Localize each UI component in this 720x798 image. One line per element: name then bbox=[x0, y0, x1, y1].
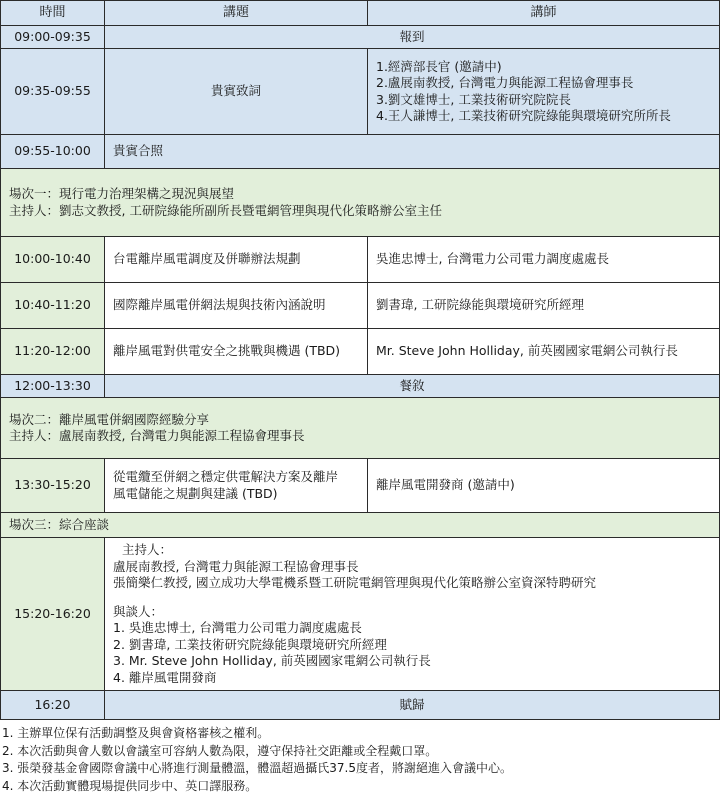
opening-speaker: 1.經濟部長官 (邀請中) bbox=[376, 58, 502, 74]
talk-time: 11:20-12:00 bbox=[1, 329, 105, 375]
session2-header-row bbox=[1, 398, 720, 459]
panelist: 3. Mr. Steve John Holliday, 前英國國家電網公司執行長 bbox=[113, 653, 431, 668]
talk-row bbox=[1, 283, 720, 329]
opening-row bbox=[1, 49, 720, 135]
note-item: 3. 張榮發基金會國際會議中心將進行測量體溫，體溫超過攝氏37.5度者，將謝絕進入會議中心。 bbox=[2, 761, 512, 775]
panel-time: 15:20-16:20 bbox=[1, 538, 105, 691]
photo-label: 貴賓合照 bbox=[105, 135, 720, 169]
session1-title: 場次一：現行電力治理架構之現況與展望 bbox=[9, 186, 235, 201]
note-item: 4. 本次活動實體現場提供同步中、英口譯服務。 bbox=[2, 778, 258, 793]
session2-header bbox=[1, 398, 720, 459]
lunch-time: 12:00-13:30 bbox=[1, 375, 105, 398]
panel-host-label: 主持人： bbox=[122, 542, 173, 557]
header-row bbox=[1, 1, 720, 26]
session1-header-row bbox=[1, 169, 720, 237]
session3-title: 場次三：綜合座談 bbox=[1, 513, 720, 538]
header-time: 時間 bbox=[1, 1, 105, 26]
opening-topic: 貴賓致詞 bbox=[105, 49, 368, 135]
lunch-row bbox=[1, 375, 720, 398]
header-speaker: 講師 bbox=[368, 1, 720, 26]
talk-row bbox=[1, 329, 720, 375]
photo-time: 09:55-10:00 bbox=[1, 135, 105, 169]
talk-row bbox=[1, 237, 720, 283]
opening-speaker: 2.盧展南教授, 台灣電力與能源工程協會理事長 bbox=[376, 75, 634, 90]
session1-header bbox=[1, 169, 720, 237]
panelist: 1. 吳進忠博士, 台灣電力公司電力調度處處長 bbox=[113, 620, 362, 635]
session1-host: 主持人：劉志文教授, 工研院綠能所副所長暨電網管理與現代化策略辦公室主任 bbox=[9, 202, 442, 218]
opening-speakers bbox=[368, 49, 720, 135]
session2-title: 場次二：離岸風電併網國際經驗分享 bbox=[9, 411, 210, 427]
panel-host: 盧展南教授, 台灣電力與能源工程協會理事長 bbox=[113, 558, 359, 574]
talk-speaker: 吳進忠博士, 台灣電力公司電力調度處處長 bbox=[368, 237, 720, 283]
talk-topic-line: 風電儲能之規劃與建議 (TBD) bbox=[113, 485, 278, 501]
photo-row bbox=[1, 135, 720, 169]
panelist: 4. 離岸風電開發商 bbox=[113, 669, 217, 685]
session3-header-row bbox=[1, 513, 720, 538]
panel-row bbox=[1, 538, 720, 691]
panelist-label: 與談人： bbox=[113, 603, 164, 619]
opening-speaker: 4.王人謙博士, 工業技術研究院綠能與環境研究所所長 bbox=[376, 108, 671, 123]
session2-host: 主持人：盧展南教授, 台灣電力與能源工程協會理事長 bbox=[9, 428, 305, 443]
panel-host: 張簡樂仁教授, 國立成功大學電機系暨工研院電網管理與現代化策略辦公室資深特聘研究 bbox=[113, 575, 596, 590]
panelist: 2. 劉書瑋, 工業技術研究院綠能與環境研究所經理 bbox=[113, 636, 387, 652]
closing-time: 16:20 bbox=[1, 691, 105, 720]
closing-row bbox=[1, 691, 720, 720]
talk-topic: 台電離岸風電調度及併聯辦法規劃 bbox=[105, 237, 368, 283]
notes-list bbox=[2, 725, 512, 795]
panel-details bbox=[105, 538, 720, 691]
closing-label: 賦歸 bbox=[105, 691, 720, 720]
talk-speaker: 離岸風電開發商 (邀請中) bbox=[368, 459, 720, 513]
talk-row bbox=[1, 459, 720, 513]
opening-speaker: 3.劉文雄博士, 工業技術研究院院長 bbox=[376, 91, 571, 107]
note-item: 2. 本次活動與會人數以會議室可容納人數為限，遵守保持社交距離或全程戴口罩。 bbox=[2, 743, 438, 758]
talk-time: 10:40-11:20 bbox=[1, 283, 105, 329]
talk-topic bbox=[105, 459, 368, 513]
talk-topic-line: 從電纜至併網之穩定供電解決方案及離岸 bbox=[113, 469, 339, 484]
talk-topic: 離岸風電對供電安全之挑戰與機遇 (TBD) bbox=[105, 329, 368, 375]
talk-topic: 國際離岸風電併網法規與技術內涵說明 bbox=[105, 283, 368, 329]
talk-time: 13:30-15:20 bbox=[1, 459, 105, 513]
registration-row bbox=[1, 26, 720, 49]
opening-time: 09:35-09:55 bbox=[1, 49, 105, 135]
registration-label: 報到 bbox=[105, 26, 720, 49]
talk-speaker: Mr. Steve John Holliday, 前英國國家電網公司執行長 bbox=[368, 329, 720, 375]
header-topic: 講題 bbox=[105, 1, 368, 26]
lunch-label: 餐敘 bbox=[105, 375, 720, 398]
talk-speaker: 劉書瑋, 工研院綠能與環境研究所經理 bbox=[368, 283, 720, 329]
note-item: 1. 主辦單位保有活動調整及與會資格審核之權利。 bbox=[2, 726, 270, 740]
talk-time: 10:00-10:40 bbox=[1, 237, 105, 283]
registration-time: 09:00-09:35 bbox=[1, 26, 105, 49]
